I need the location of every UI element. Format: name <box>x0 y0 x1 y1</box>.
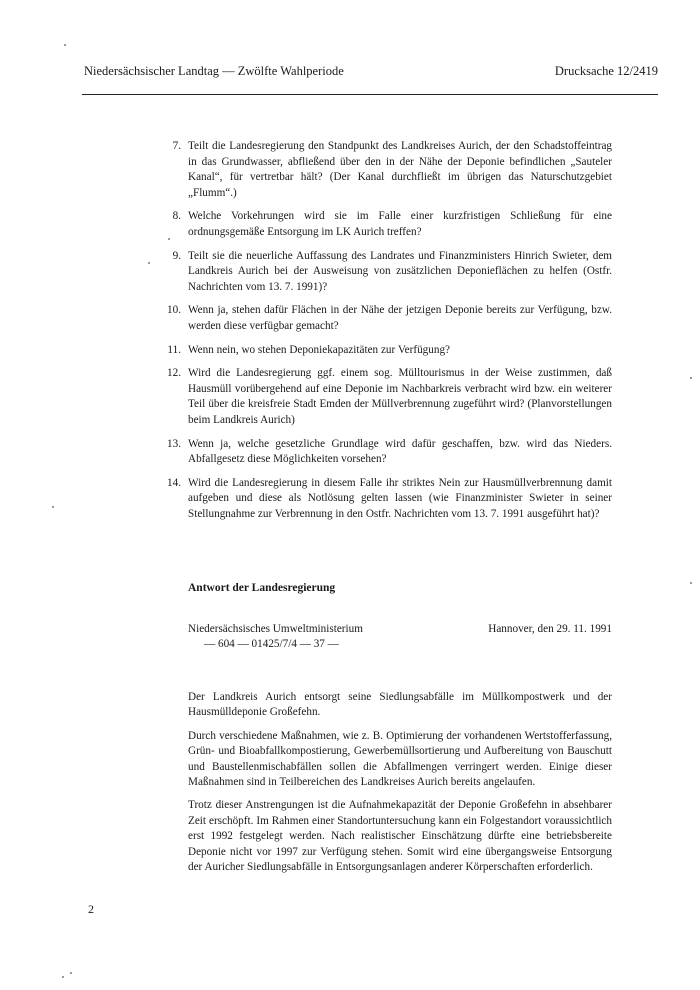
question-number: 7. <box>172 140 181 152</box>
ministry-name: Niedersächsisches Umweltministerium <box>188 623 363 635</box>
question-item <box>167 343 612 359</box>
question-number: 10. <box>167 304 181 317</box>
header-document-number: Drucksache 12/2419 <box>554 64 658 78</box>
answer-paragraph: Trotz dieser Anstrengungen ist die Aufnahmekapazität der Deponie Großefehn in absehbarer Zeit erschöpft. Im Rahmen einer Standortuntersuchung kann ein Folgestandort voraussichtlich erst 1992 festgelegt werden. Nach realistischer Einschätzung dürfte eine betriebsbereite Deponie nicht vor 1997 zur Verfügung stehen. Somit wird eine übergangsweise Entsorgung der Auricher Siedlungsabfälle in Entsorgungsanlagen anderer Körperschaften erforderlich. <box>188 799 612 874</box>
question-number: 14. <box>167 476 181 489</box>
place-date: Hannover, den 29. 11. 1991 <box>488 623 612 635</box>
question-text: Teilt die Landesregierung den Standpunkt des Landkreises Aurich, der den Schadstoffeintrag in das Grundwasser, abfließend über den in der Nähe der Deponie befindlichen „Sauteler Kanal“, für vertretbar hält? (Der Kanal durchfließt im übrigen das Naturschutzgebiet „Flumm“.) <box>188 140 612 199</box>
question-number: 11. <box>167 343 181 356</box>
question-item <box>167 476 612 523</box>
question-item <box>172 209 612 240</box>
scan-speck <box>168 238 170 240</box>
question-item <box>167 366 612 428</box>
question-number: 12. <box>167 367 181 380</box>
question-text: Wenn ja, stehen dafür Flächen in der Nähe der jetzigen Deponie bereits zur Verfügung, bzw. werden diese verfügbar gemacht? <box>188 304 612 332</box>
ministry-block <box>188 622 612 652</box>
question-text: Welche Vorkehrungen wird sie im Falle einer kurzfristigen Schließung für eine ordnungsgemäße Entsorgung im LK Aurich treffen? <box>188 210 612 238</box>
question-text: Wird die Landesregierung in diesem Falle ihr striktes Nein zur Hausmüllverbrennung damit aufgeben und diese als Notlösung gelten lassen (wie Finanzminister Swieter in seiner Stellungnahme zur Verbrennung in den Ostfr. Nachrichten vom 13. 7. 1991 ausgeführt hat)? <box>188 476 612 520</box>
scan-speck <box>64 44 66 46</box>
answer-paragraph: Der Landkreis Aurich entsorgt seine Siedlungsabfälle im Müllkompostwerk und der Hausmülldeponie Großefehn. <box>188 691 612 719</box>
scan-speck <box>148 262 150 264</box>
header-title: Niedersächsischer Landtag — Zwölfte Wahlperiode <box>84 64 344 78</box>
answer-heading: Antwort der Landesregierung <box>188 582 336 594</box>
question-item <box>172 249 612 296</box>
question-list <box>167 139 612 530</box>
answer-paragraph: Durch verschiedene Maßnahmen, wie z. B. Optimierung der vorhandenen Wertstofferfassung, Grün- und Bioabfallkompostierung, Gewerbemüllsortierung und Aufbereitung von Bauschutt und Baustellenmischabfällen sollen die Abfallmengen verringert werden. Einige dieser Maßnahmen sind in Teilbereichen des Landkreises Aurich bereits angelaufen. <box>188 729 612 789</box>
question-text: Wenn nein, wo stehen Deponiekapazitäten zur Verfügung? <box>188 343 451 356</box>
scan-speck <box>70 972 72 974</box>
reference-number: — 604 — 01425/7/4 — 37 — <box>204 638 339 650</box>
scan-speck <box>690 377 692 379</box>
question-number: 8. <box>172 210 181 223</box>
question-text: Wird die Landesregierung ggf. einem sog. Mülltourismus in der Weise zustimmen, daß Hausmüll vorübergehend auf eine Deponie im Nachbarkreis verbracht wird bzw. ein weiterer Teil über die kreisfreie Stadt Emden der Müllverbrennung zugeführt wird? (Planvorstellungen beim Landkreis Aurich) <box>188 367 612 426</box>
question-text: Teilt sie die neuerliche Auffassung des Landrates und Finanzministers Hinrich Swieter, dem Landkreis Aurich bei der Ausweisung von zusätzlichen Deponieflächen zu helfen (Ostfr. Nachrichten vom 13. 7. 1991)? <box>188 249 612 293</box>
scan-speck <box>52 506 54 508</box>
question-number: 9. <box>172 249 181 262</box>
answer-body <box>188 690 612 883</box>
page-header <box>84 64 658 79</box>
question-item <box>167 303 612 334</box>
question-text: Wenn ja, welche gesetzliche Grundlage wird dafür geschaffen, bzw. wird das Nieders. Abfallgesetz diese Möglichkeiten vorsehen? <box>188 437 612 466</box>
scan-speck <box>62 976 64 978</box>
scan-speck <box>690 582 692 584</box>
question-item <box>167 437 612 468</box>
header-rule <box>82 94 658 95</box>
question-number: 13. <box>167 437 181 450</box>
question-item <box>172 139 612 201</box>
page-number: 2 <box>88 902 94 916</box>
